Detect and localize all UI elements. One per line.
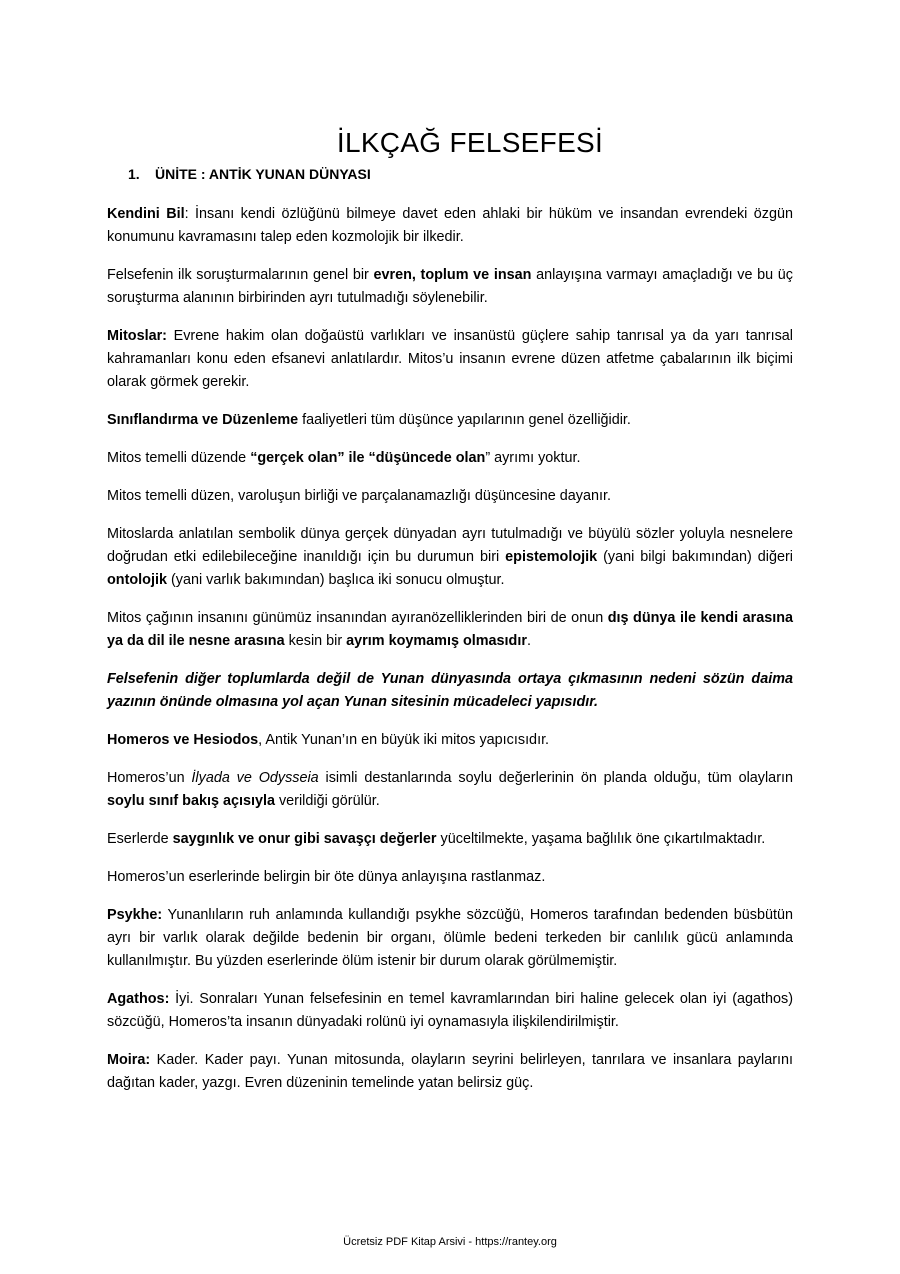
paragraph-text: Homeros’un eserlerinde belirgin bir öte dünya anlayışına rastlanmaz. [107, 869, 546, 885]
paragraph-text: Yunanlıların ruh anlamında kullandığı psykhe sözcüğü, Homeros tarafından bedenden büsbütün ayrı bir varlık olarak değilde bedenin bir organı, ölümle bedeni terkeden bir canlılık gücü anlamında kullanılmıştır. Bu yüzden eserlerinde ölüm istenir bir durum olarak görülmemiştir. [107, 907, 793, 969]
paragraph-agathos [107, 988, 793, 1034]
unit-heading [128, 166, 371, 182]
paragraph-text: verildiği görülür. [274, 793, 380, 809]
paragraph-text: yüceltilmekte, yaşama bağlılık öne çıkartılmaktadır. [436, 831, 766, 847]
bold-phrase: dış dünya ile kendi arasına ya da dil ile nesne arasına [107, 610, 793, 649]
paragraph-text: Mitos temelli düzende [107, 450, 251, 466]
bold-phrase: epistemolojik [505, 549, 598, 565]
paragraph-text: Mitos çağının insanını günümüz insanından ayıranözelliklerinden biri de onun [107, 610, 608, 626]
paragraph-ote-dunya [107, 866, 793, 889]
unit-title: ÜNİTE : ANTİK YUNAN DÜNYASI [155, 166, 371, 182]
paragraph-text: İyi. Sonraları Yunan felsefesinin en temel kavramlarından biri haline gelecek olan iyi (agathos) sözcüğü, Homeros’ta insanın dünyadaki rolünü iyi oynamasıyla ilişkilendirilmiştir. [107, 991, 793, 1030]
paragraph-text: Felsefenin ilk soruşturmalarının genel bir [107, 267, 374, 283]
unit-number: 1. [128, 166, 140, 182]
term-mitoslar: Mitoslar: [107, 328, 167, 344]
term-kendini-bil: Kendini Bil [107, 206, 185, 222]
paragraph-text: isimli destanlarında soylu değerlerinin ön planda olduğu, tüm olayların [318, 770, 793, 786]
bold-phrase: soylu sınıf bakış açısıyla [107, 793, 275, 809]
paragraph-psykhe [107, 904, 793, 973]
paragraph-text: faaliyetleri tüm düşünce yapılarının genel özelliğidir. [298, 412, 631, 428]
paragraph-text: (yani varlık bakımından) başlıca iki sonucu olmuştur. [166, 572, 505, 588]
paragraph-text: Homeros’un [107, 770, 192, 786]
paragraph-text: . [526, 633, 531, 649]
paragraph-text: ” ayrımı yoktur. [485, 450, 581, 466]
bold-phrase: “gerçek olan” ile “düşüncede olan [250, 450, 486, 466]
paragraph-varolus [107, 485, 793, 508]
paragraph-text: (yani bilgi bakımından) diğeri [597, 549, 793, 565]
bold-phrase: ontolojik [107, 572, 167, 588]
paragraph-text: Kader. Kader payı. Yunan mitosunda, olayların seyrini belirleyen, tanrılara ve insanlara paylarını dağıtan kader, yazgı. Evren düzeninin temelinde yatan belirsiz güç. [107, 1052, 793, 1091]
paragraph-gercek-olan [107, 447, 793, 470]
paragraph-text: Mitos temelli düzen, varoluşun birliği ve parçalanamazlığı düşüncesine dayanır. [107, 488, 611, 504]
paragraph-text: kesin bir [284, 633, 347, 649]
paragraph-savasci-degerler [107, 828, 793, 851]
paragraph-homeros-hesiodos [107, 729, 793, 752]
page-footer: Ücretsiz PDF Kitap Arsivi - https://rantey.org [343, 1236, 557, 1248]
term-moira: Moira: [107, 1052, 151, 1068]
paragraph-mitos-cagi [107, 607, 793, 653]
term-agathos: Agathos: [107, 991, 170, 1007]
page-title: İLKÇAĞ FELSEFESİ [336, 126, 604, 158]
paragraph-mitoslar [107, 325, 793, 394]
paragraph-sembolik-dunya [107, 523, 793, 592]
term-psykhe: Psykhe: [107, 907, 163, 923]
term-homeros-hesiodos: Homeros ve Hesiodos [107, 732, 259, 748]
bold-phrase: saygınlık ve onur gibi savaşçı değerler [172, 831, 437, 847]
paragraph-text: , Antik Yunan’ın en büyük iki mitos yapıcısıdır. [258, 732, 550, 748]
paragraph-text: Mitoslarda anlatılan sembolik dünya gerçek dünyadan ayrı tutulmadığı ve büyülü sözler yoluyla nesnelere doğrudan etki edilebileceğine inanıldığı için bu durumun biri [107, 526, 793, 565]
paragraph-yunan-sitesi [107, 668, 793, 714]
paragraph-text: Eserlerde [107, 831, 173, 847]
bold-italic-statement: Felsefenin diğer toplumlarda değil de Yunan dünyasında ortaya çıkmasının nedeni sözün daima yazının önünde olmasına yol açan Yunan sitesinin mücadeleci yapısıdır. [107, 671, 793, 710]
bold-phrase: evren, toplum ve insan [373, 267, 532, 283]
paragraph-ilyada [107, 767, 793, 813]
paragraph-kendini-bil [107, 203, 793, 249]
term-siniflandirma: Sınıflandırma ve Düzenleme [107, 412, 299, 428]
paragraph-text: Evrene hakim olan doğaüstü varlıkları ve insanüstü güçlere sahip tanrısal ya da yarı tanrısal kahramanları konu eden efsanevi anlatılardır. Mitos’u insanın evrene düzen atfetme çabalarının ilk biçimi olarak görmek gerekir. [107, 328, 793, 390]
paragraph-felsefe-ilk [107, 264, 793, 310]
paragraph-siniflandirma [107, 409, 793, 432]
paragraph-moira [107, 1049, 793, 1095]
paragraph-text: anlayışına varmayı amaçladığı ve bu üç soruşturma alanının birbirinden ayrı tutulmadığı söylenebilir. [107, 267, 793, 306]
bold-phrase: ayrım koymamış olmasıdır [346, 633, 527, 649]
document-body [107, 203, 793, 1110]
paragraph-text: : İnsanı kendi özlüğünü bilmeye davet eden ahlaki bir hüküm ve insandan evrendeki özgün konumunu kavramasını talep eden kozmolojik bir ilkedir. [107, 206, 793, 245]
italic-title: İlyada ve Odysseia [191, 770, 319, 786]
